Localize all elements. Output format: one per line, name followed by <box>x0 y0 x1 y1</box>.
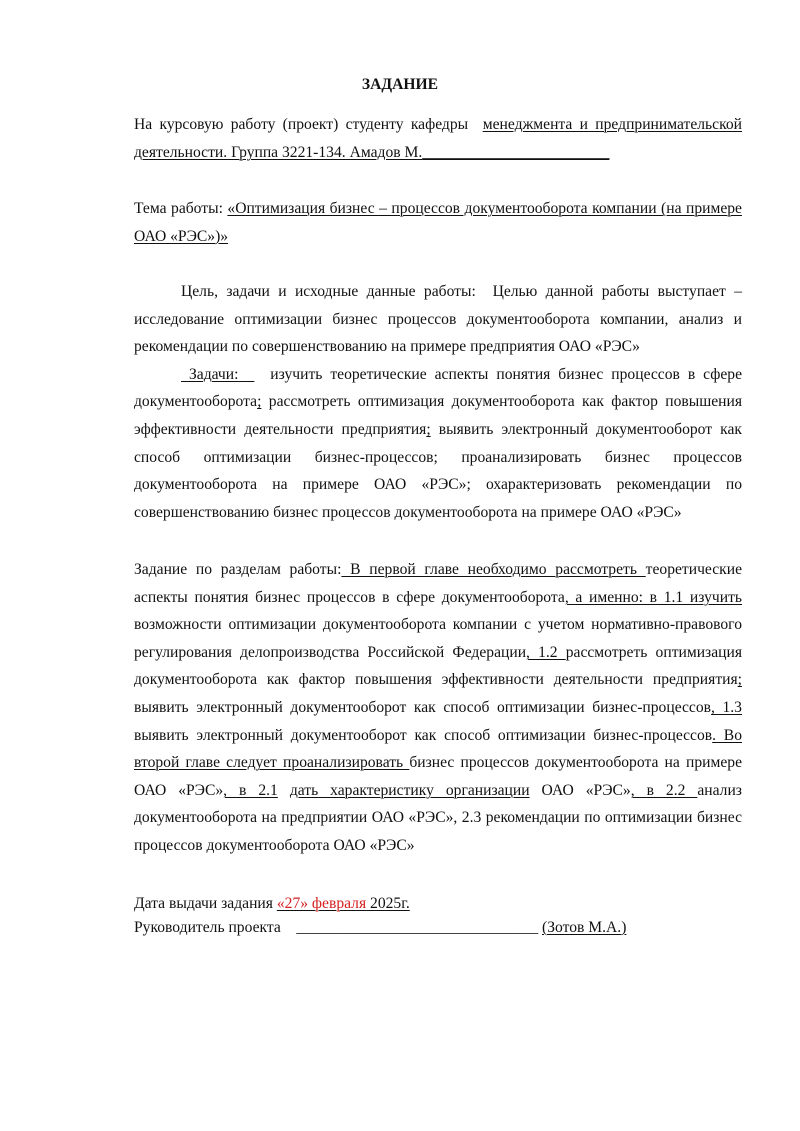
document-heading: ЗАДАНИЕ <box>361 76 439 93</box>
student-blank: ________________________ <box>422 143 610 161</box>
sections-part-p3: рассмотреть оптимизация документооборота как фактор повышения эффективности деятельности предприятия <box>134 643 743 689</box>
task-2: рассмотреть оптимизация документооборота как фактор повышения эффективности деятельности предприятия <box>134 393 743 438</box>
goal-block <box>134 278 742 526</box>
sections-block <box>134 556 742 860</box>
intro-paragraph <box>134 111 742 166</box>
topic-block <box>134 195 742 250</box>
supervisor-label: Руководитель проекта <box>134 918 281 936</box>
issue-date-value <box>277 895 410 912</box>
sections-part-u8: дать характеристику организации <box>289 781 530 799</box>
goal-text: Целью данной работы выступает – исследование оптимизации бизнес процессов документооборота компании, анализ и рекомендации по совершенствованию на примере предприятия ОАО «РЭС» <box>134 283 743 356</box>
supervisor-signature-line: _______________________________ <box>296 918 539 936</box>
topic-label: Тема работы: <box>134 200 223 217</box>
intro-block <box>134 111 742 166</box>
task-sep-2: ; <box>426 420 431 438</box>
sections-label: Задание по разделам работы: <box>134 561 342 578</box>
sections-part-u9: , в 2.2 <box>630 781 698 799</box>
sections-part-p9: анализ документооборота на предприятии ОАО «РЭС», 2.3 рекомендации по оптимизации бизнес процессов документооборота ОАО «РЭС» <box>134 781 742 854</box>
supervisor-line <box>134 914 742 942</box>
issue-date-block <box>134 890 742 941</box>
sections-part-u2: , а именно: в 1.1 изучить <box>564 588 742 606</box>
sections-part-p8: ОАО «РЭС» <box>529 781 631 799</box>
sections-part-u7: , в 2.1 <box>223 781 278 799</box>
sections-part-p4: выявить электронный документооборот как способ оптимизации бизнес-процессов <box>134 698 712 716</box>
supervisor-name: (Зотов М.А.) <box>542 918 627 936</box>
sections-paragraph <box>134 556 742 860</box>
goal-label: Цель, задачи и исходные данные работы: <box>181 283 476 300</box>
department-name: менеджмента и предпринимательской деятельности. Группа 3221-134. Амадов М. <box>134 116 742 161</box>
task-sep-1: ; <box>257 393 262 411</box>
task-1: изучить теоретические аспекты понятия бизнес процессов в сфере документооборота <box>134 365 743 411</box>
sections-part-u5: , 1.3 <box>711 698 742 716</box>
sections-part-p7 <box>278 782 290 799</box>
sections-part-p1: теоретические аспекты понятия бизнес процессов в сфере документооборота <box>134 561 742 606</box>
intro-text: На курсовую работу (проект) студенту кафедры <box>134 116 469 133</box>
topic-value: «Оптимизация бизнес – процессов документооборота компании (на примере ОАО «РЭС»)» <box>134 200 742 245</box>
sections-part-u1: В первой главе необходимо рассмотреть <box>341 561 646 578</box>
issue-date-year: 2025г. <box>366 895 410 912</box>
tasks-paragraph <box>134 361 742 527</box>
sections-part-u3: , 1.2 <box>526 643 566 661</box>
sections-part-p5: выявить электронный документооборот как способ оптимизации бизнес-процессов <box>134 726 713 744</box>
sections-part-u4: ; <box>737 671 742 689</box>
goal-paragraph <box>134 278 742 361</box>
tasks-label: Задачи: <box>188 365 239 383</box>
sections-part-p2: возможности оптимизации документооборота компании с учетом нормативно-правового регулирования делопроизводства Российской Федерации <box>134 616 742 661</box>
issue-date-red: «27» февраля <box>276 895 367 912</box>
task-3: выявить электронный документооборот как способ оптимизации бизнес-процессов; проанализировать бизнес процессов документооборота на примере ОАО «РЭС»; охарактеризовать рекомендации по совершенствованию бизнес процессов документооборота на примере ОАО «РЭС» <box>134 420 742 521</box>
sections-part-p6: бизнес процессов документооборота на примере ОАО «РЭС» <box>134 754 742 799</box>
sections-part-u6: . Во второй главе следует проанализировать <box>134 726 742 772</box>
issue-date-label: Дата выдачи задания <box>134 895 273 912</box>
topic-paragraph <box>134 195 742 250</box>
